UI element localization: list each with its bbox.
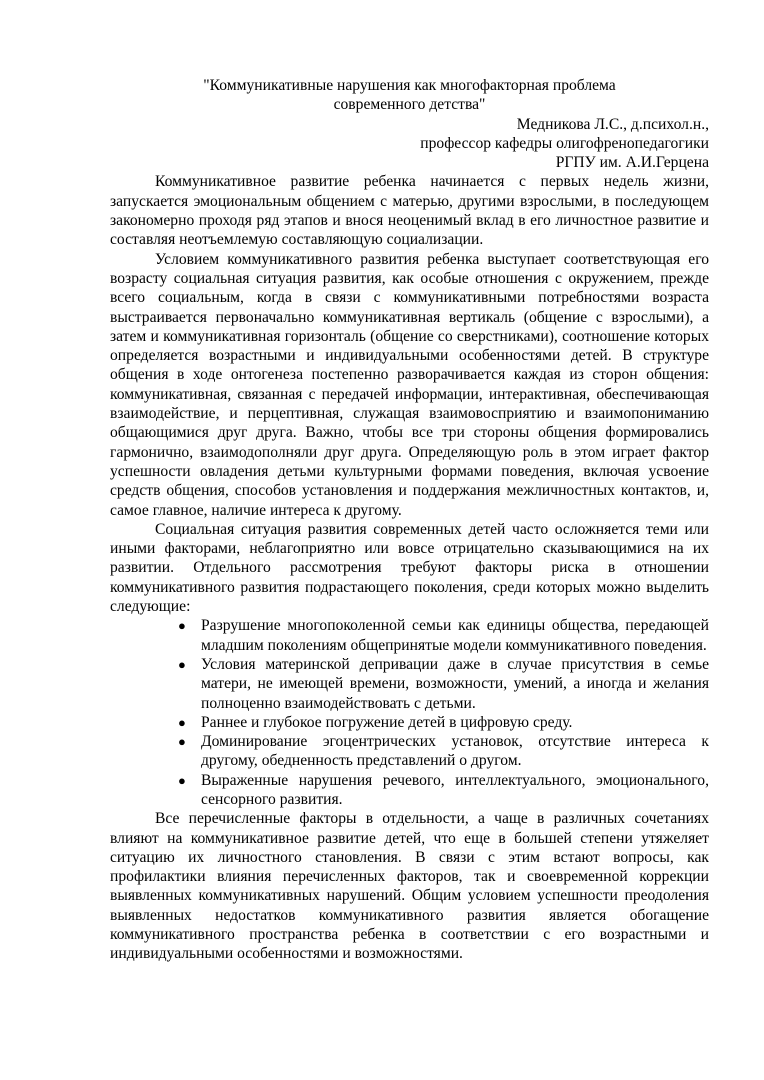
- list-item-text: Разрушение многопоколенной семьи как единицы общества, передающей младшим поколениям общепринятые модели коммуникативного поведения.: [201, 617, 709, 654]
- list-item-text: Выраженные нарушения речевого, интеллектуального, эмоционального, сенсорного развития.: [201, 771, 709, 808]
- list-item-text: Условия материнской депривации даже в случае присутствия в семье матери, не имеющей времени, возможности, умений, а иногда и желания полноценно взаимодействовать с детьми.: [201, 655, 709, 712]
- risk-factor-list: [110, 616, 709, 809]
- title-line-1: "Коммуникативные нарушения как многофакторная проблема: [203, 77, 616, 94]
- list-item-text: Доминирование эгоцентрических установок, отсутствие интереса к другому, обедненность представлений о другом.: [201, 733, 709, 770]
- list-item: [178, 771, 709, 810]
- bullet-icon: ●: [178, 656, 186, 672]
- title-line-2: современного детства": [333, 96, 486, 114]
- list-item: [178, 616, 709, 655]
- author-block: [110, 115, 709, 173]
- bullet-icon: ●: [178, 772, 186, 788]
- document-page: [110, 76, 709, 964]
- list-item: [178, 732, 709, 771]
- author-institution: РГПУ им. А.И.Герцена: [555, 154, 709, 172]
- paragraph-conditions: Условием коммуникативного развития ребенка выступает соответствующая его возрасту социальная ситуация развития, как особые отношения с окружением, прежде всего социальным, когда в связи с коммуникативными потребностями возраста выстраивается первоначально коммуникативная вертикаль (общение с взрослыми), а затем и коммуникативная горизонталь (общение со сверстниками), соотношение которых определяется возрастными и индивидуальными особенностями детей. В структуре общения в ходе онтогенеза постепенно разворачивается каждая из сторон общения: коммуникативная, связанная с передачей информации, интерактивная, обеспечивающая взаимодействие, и перцептивная, служащая взаимовосприятию и взаимопониманию общающимися друг друга. Важно, чтобы все три стороны общения формировались гармонично, взаимодополняли друг друга. Определяющую роль в этом играет фактор успешности овладения детьми культурными формами поведения, включая усвоение средств общения, способов установления и поддержания межличностных контактов, и, самое главное, наличие интереса к другому.: [110, 250, 709, 519]
- list-item: [178, 655, 709, 713]
- bullet-icon: ●: [178, 714, 186, 730]
- author-position: профессор кафедры олигофренопедагогики: [420, 134, 709, 152]
- bullet-icon: ●: [178, 618, 186, 634]
- list-item-text: Раннее и глубокое погружение детей в цифровую среду.: [201, 713, 573, 731]
- paragraph-risk-factors: Социальная ситуация развития современных детей часто осложняется теми или иными факторами, неблагоприятно или вовсе отрицательно сказывающимися на их развитии. Отдельного рассмотрения требуют факторы риска в отношении коммуникативного развития подрастающего поколения, среди которых можно выделить следующие:: [110, 520, 709, 616]
- list-item: [178, 713, 709, 732]
- paragraph-intro: Коммуникативное развитие ребенка начинается с первых недель жизни, запускается эмоциональным общением с матерью, другими взрослыми, в последующем закономерно проходя ряд этапов и внося неоценимый вклад в его личностное развитие и составляя неотъемлемую составляющую социализации.: [110, 173, 709, 249]
- paragraph-conclusion: Все перечисленные факторы в отдельности, а чаще в различных сочетаниях влияют на коммуникативное развитие детей, что еще в большей степени утяжеляет ситуацию их личностного становления. В связи с этим встают вопросы, как профилактики влияния перечисленных факторов, так и своевременной коррекции выявленных коммуникативных нарушений. Общим условием успешности преодоления выявленных недостатков коммуникативного развития является обогащение коммуникативного пространства ребенка в соответствии с его возрастными и индивидуальными особенностями и возможностями.: [110, 810, 709, 963]
- document-title: [110, 76, 709, 115]
- author-name: Медникова Л.С., д.психол.н.,: [516, 115, 709, 133]
- bullet-icon: ●: [178, 734, 186, 750]
